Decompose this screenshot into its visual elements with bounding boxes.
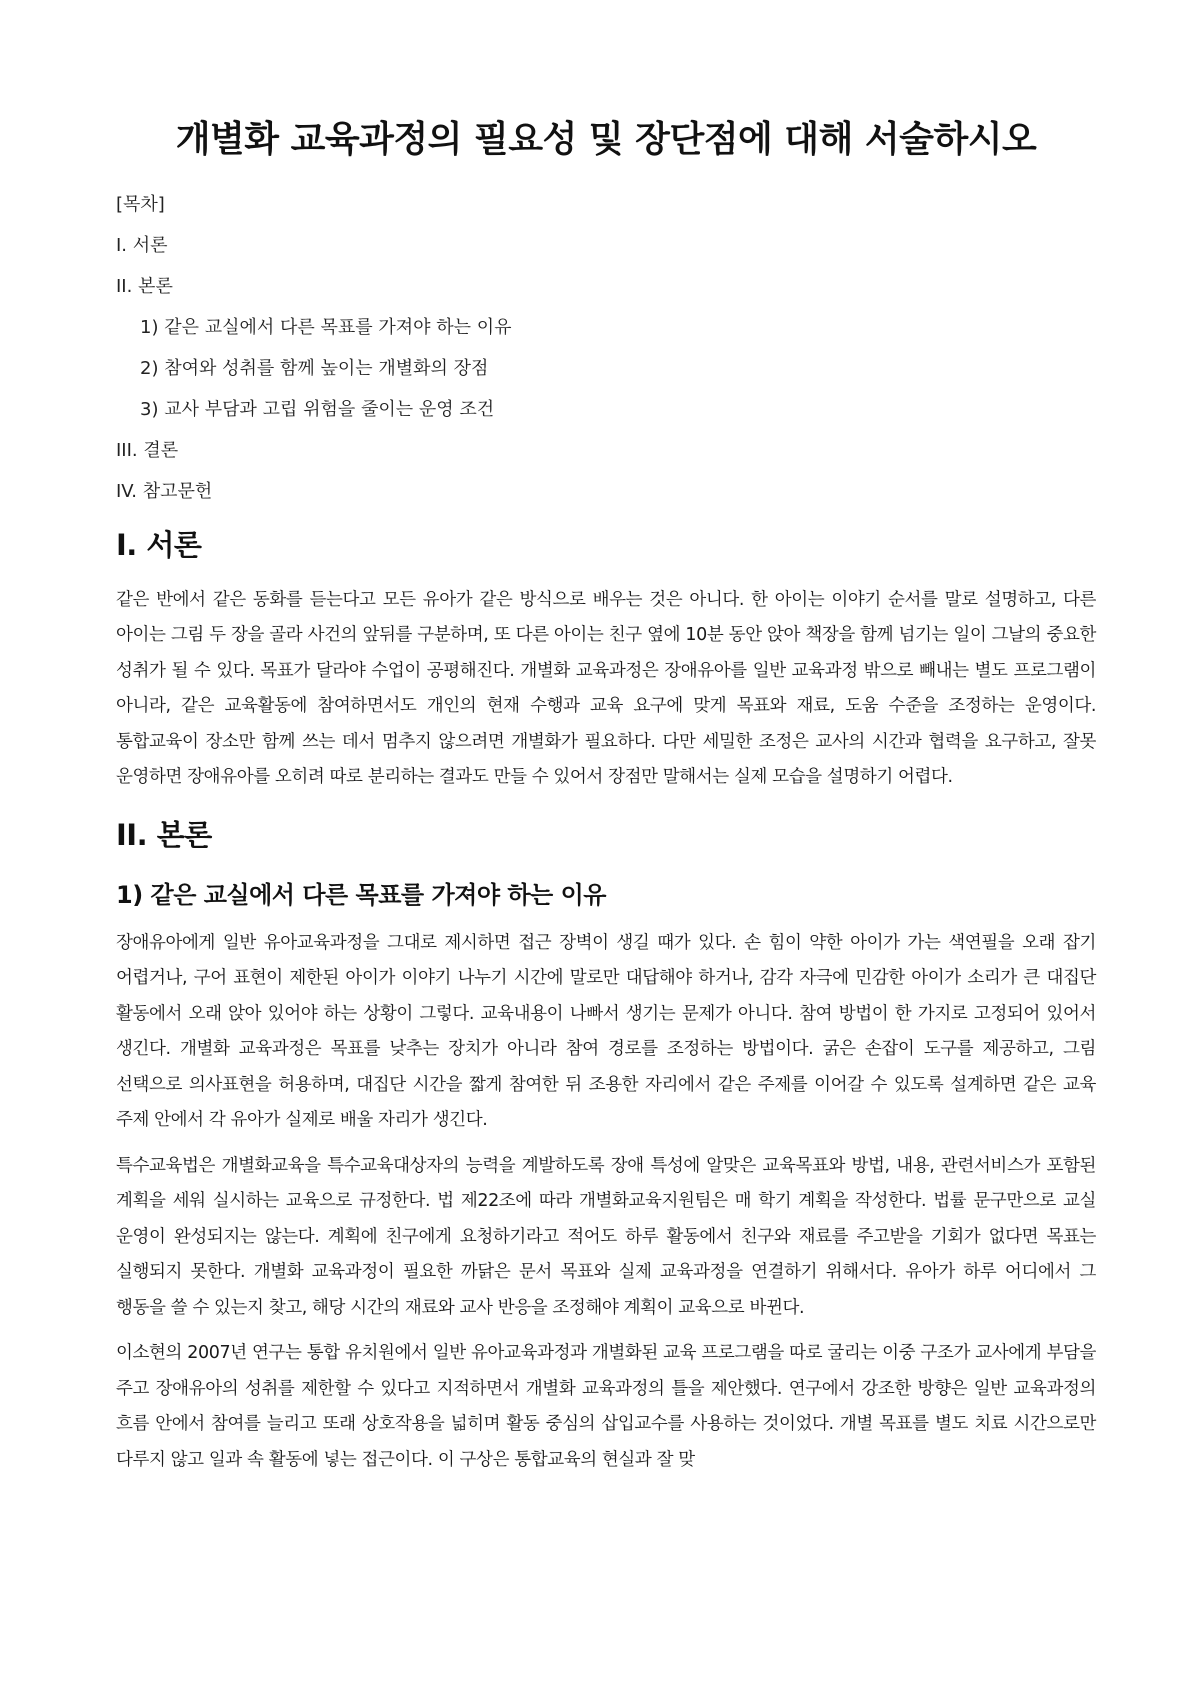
section-heading-body: II. 본론 bbox=[116, 817, 212, 852]
toc-item-references: IV. 참고문헌 bbox=[116, 481, 213, 503]
document-title: 개별화 교육과정의 필요성 및 장단점에 대해 서술하시오 bbox=[175, 119, 1037, 160]
intro-paragraph: 같은 반에서 같은 동화를 듣는다고 모든 유아가 같은 방식으로 배우는 것은 아니다. 한 아이는 이야기 순서를 말로 설명하고, 다른 아이는 그림 두 장을 골라 사건의 앞뒤를 구분하며, 또 다른 아이는 친구 옆에 10분 동안 앉아 책장을 함께 넘기는 일이 그날의 중요한 성취가 될 수 있다. 목표가 달라야 수업이 공평해진다. 개별화 교육과정은 장애유아를 일반 교육과정 밖으로 빼내는 별도 프로그램이 아니라, 같은 교육활동에 참여하면서도 개인의 현재 수행과 교육 요구에 맞게 목표와 재료, 도움 수준을 조정하는 운영이다. 통합교육이 장소만 함께 쓰는 데서 멈추지 않으려면 개별화가 필요하다. 다만 세밀한 조정은 교사의 시간과 협력을 요구하고, 잘못 운영하면 장애유아를 오히려 따로 분리하는 결과도 만들 수 있어서 장점만 말해서는 실제 모습을 설명하기 어렵다. bbox=[116, 589, 1096, 788]
toc-item-conclusion: III. 결론 bbox=[116, 440, 179, 462]
body-paragraph-1: 장애유아에게 일반 유아교육과정을 그대로 제시하면 접근 장벽이 생길 때가 있다. 손 힘이 약한 아이가 가는 색연필을 오래 잡기 어렵거나, 구어 표현이 제한된 아이가 이야기 나누기 시간에 말로만 대답해야 하거나, 감각 자극에 민감한 아이가 소리가 큰 대집단 활동에서 오래 앉아 있어야 하는 상황이 그렇다. 교육내용이 나빠서 생기는 문제가 아니다. 참여 방법이 한 가지로 고정되어 있어서 생긴다. 개별화 교육과정은 목표를 낮추는 장치가 아니라 참여 경로를 조정하는 방법이다. 굵은 손잡이 도구를 제공하고, 그림 선택으로 의사표현을 허용하며, 대집단 시간을 짧게 참여한 뒤 조용한 자리에서 같은 주제를 이어갈 수 있도록 설계하면 같은 교육 주제 안에서 각 유아가 실제로 배울 자리가 생긴다. bbox=[116, 932, 1096, 1131]
subsection-heading-1: 1) 같은 교실에서 다른 목표를 가져야 하는 이유 bbox=[116, 880, 606, 909]
body-paragraph-3: 이소현의 2007년 연구는 통합 유치원에서 일반 유아교육과정과 개별화된 교육 프로그램을 따로 굴리는 이중 구조가 교사에게 부담을 주고 장애유아의 성취를 제한할 수 있다고 지적하면서 개별화 교육과정의 틀을 제안했다. 연구에서 강조한 방향은 일반 교육과정의 흐름 안에서 참여를 늘리고 또래 상호작용을 넓히며 활동 중심의 삽입교수를 사용하는 것이었다. 개별 목표를 별도 치료 시간으로만 다루지 않고 일과 속 활동에 넣는 접근이다. 이 구상은 통합교육의 현실과 잘 맞 bbox=[116, 1343, 1096, 1470]
toc-item-body-1: 1) 같은 교실에서 다른 목표를 가져야 하는 이유 bbox=[140, 317, 512, 339]
toc-item-body-3: 3) 교사 부담과 고립 위험을 줄이는 운영 조건 bbox=[140, 399, 495, 421]
toc-heading: [목차] bbox=[116, 194, 165, 216]
toc-item-intro: I. 서론 bbox=[116, 235, 168, 257]
section-heading-intro: I. 서론 bbox=[116, 528, 202, 563]
toc-item-body: II. 본론 bbox=[116, 276, 173, 298]
toc-item-body-2: 2) 참여와 성취를 함께 높이는 개별화의 장점 bbox=[140, 358, 489, 380]
body-paragraph-2: 특수교육법은 개별화교육을 특수교육대상자의 능력을 계발하도록 장애 특성에 알맞은 교육목표와 방법, 내용, 관련서비스가 포함된 계획을 세워 실시하는 교육으로 규정한다. 법 제22조에 따라 개별화교육지원팀은 매 학기 계획을 작성한다. 법률 문구만으로 교실 운영이 완성되지는 않는다. 계획에 친구에게 요청하기라고 적어도 하루 활동에서 친구와 재료를 주고받을 기회가 없다면 목표는 실행되지 못한다. 개별화 교육과정이 필요한 까닭은 문서 목표와 실제 교육과정을 연결하기 위해서다. 유아가 하루 어디에서 그 행동을 쓸 수 있는지 찾고, 해당 시간의 재료와 교사 반응을 조정해야 계획이 교육으로 바뀐다. bbox=[116, 1155, 1096, 1318]
table-of-contents bbox=[116, 191, 1096, 506]
